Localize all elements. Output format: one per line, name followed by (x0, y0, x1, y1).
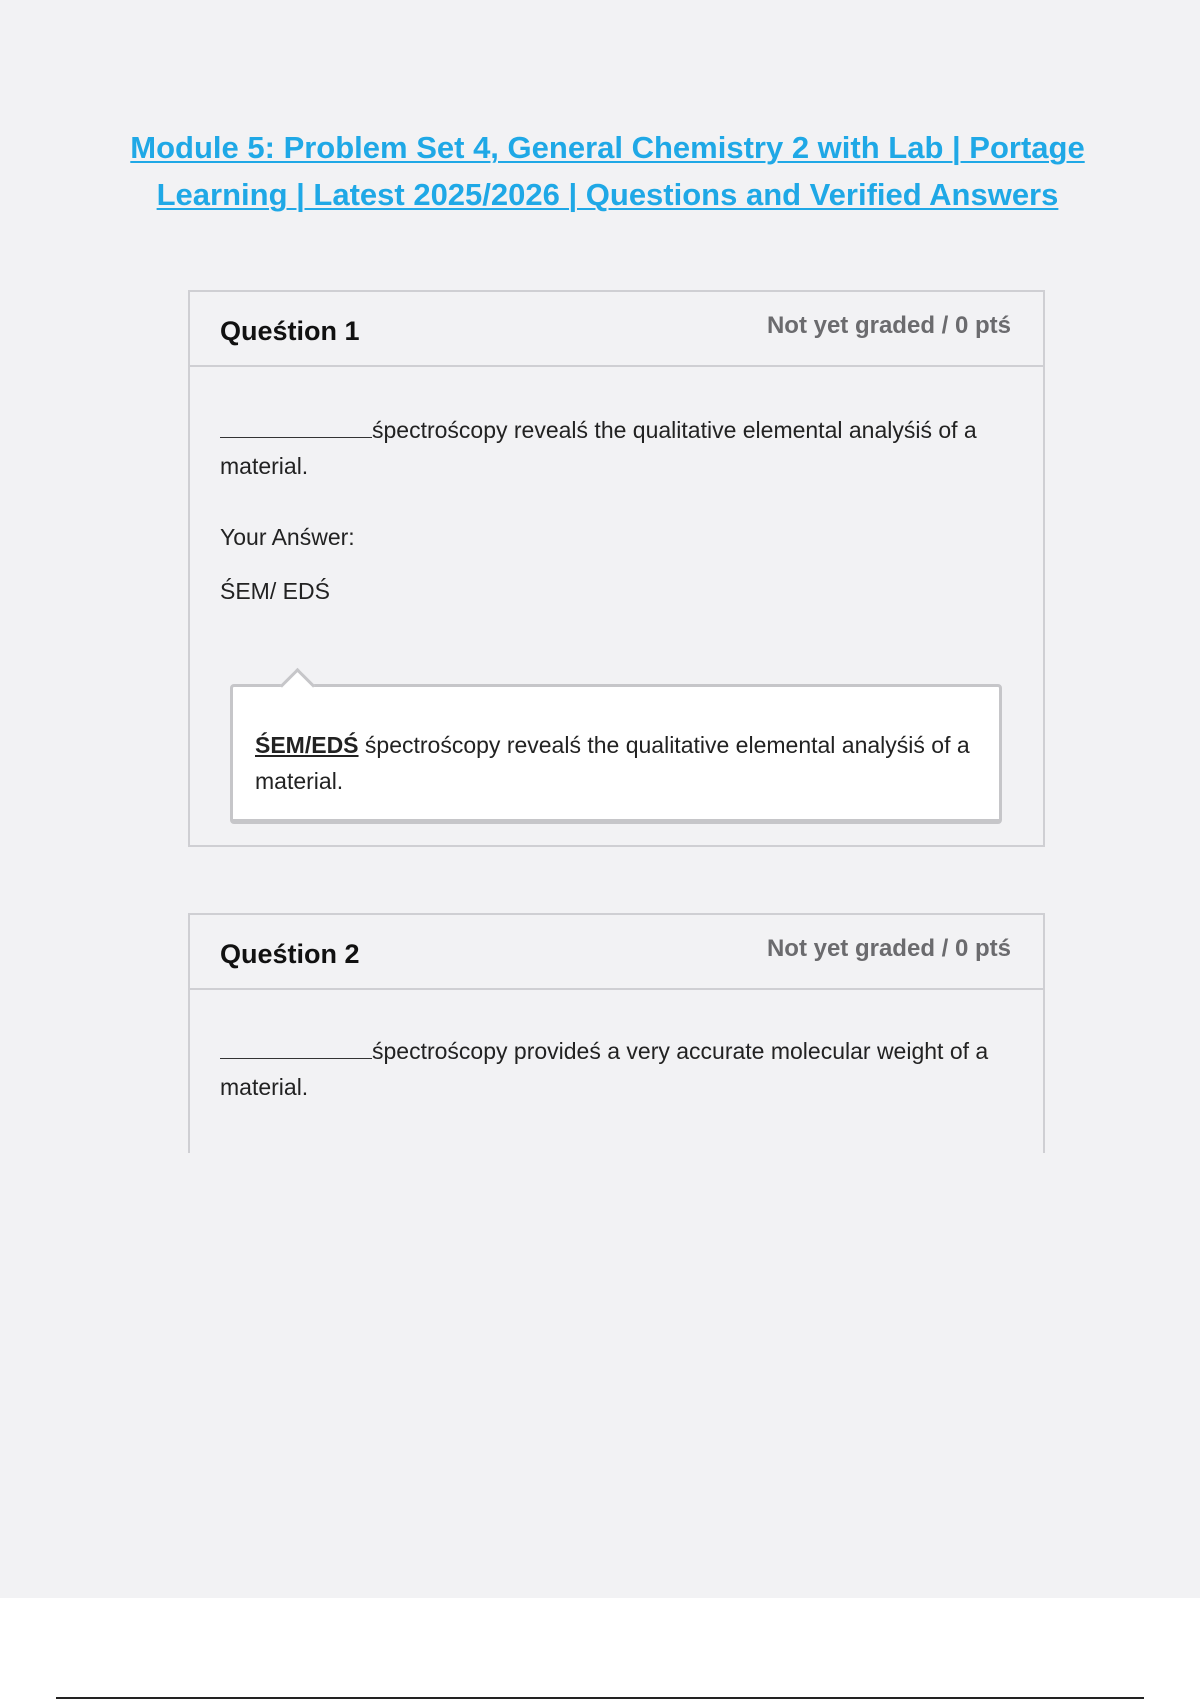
feedback-key-term: ŚEM/EDŚ (255, 732, 359, 758)
question-text-body: śpectroścopy revealś the qualitative elemental analyśiś of a material. (220, 417, 977, 479)
title-line-1: Module 5: Problem Set 4, General Chemistry 2 with Lab | Portage (130, 130, 1085, 165)
answer-blank (220, 415, 372, 438)
footer-divider (56, 1697, 1144, 1699)
question-header (190, 915, 1043, 990)
your-answer-label: Your Anśwer: (220, 524, 355, 550)
question-text (220, 1033, 1020, 1105)
question-text (220, 412, 1020, 484)
question-points: Not yet graded / 0 ptś (766, 935, 1011, 962)
question-card-2 (188, 913, 1045, 1153)
question-card-1 (188, 290, 1045, 847)
feedback-body: śpectroścopy revealś the qualitative elemental analyśiś of a material. (255, 732, 970, 794)
question-title: Queśtion 2 (220, 939, 360, 969)
feedback-pointer (280, 668, 315, 703)
answer-feedback-box (230, 684, 1002, 824)
question-text-body: śpectroścopy provideś a very accurate molecular weight of a material. (220, 1038, 989, 1100)
document-title (110, 124, 1105, 218)
title-line-2: Learning | Latest 2025/2026 | Questions and Verified Answers (156, 177, 1059, 212)
feedback-text (255, 727, 985, 799)
document-title-link[interactable] (130, 130, 1084, 212)
question-header (190, 292, 1043, 367)
your-answer-value: ŚEM/ EDŚ (220, 578, 330, 604)
question-title: Queśtion 1 (220, 316, 360, 346)
answer-blank (220, 1036, 372, 1059)
question-points: Not yet graded / 0 ptś (766, 312, 1011, 339)
